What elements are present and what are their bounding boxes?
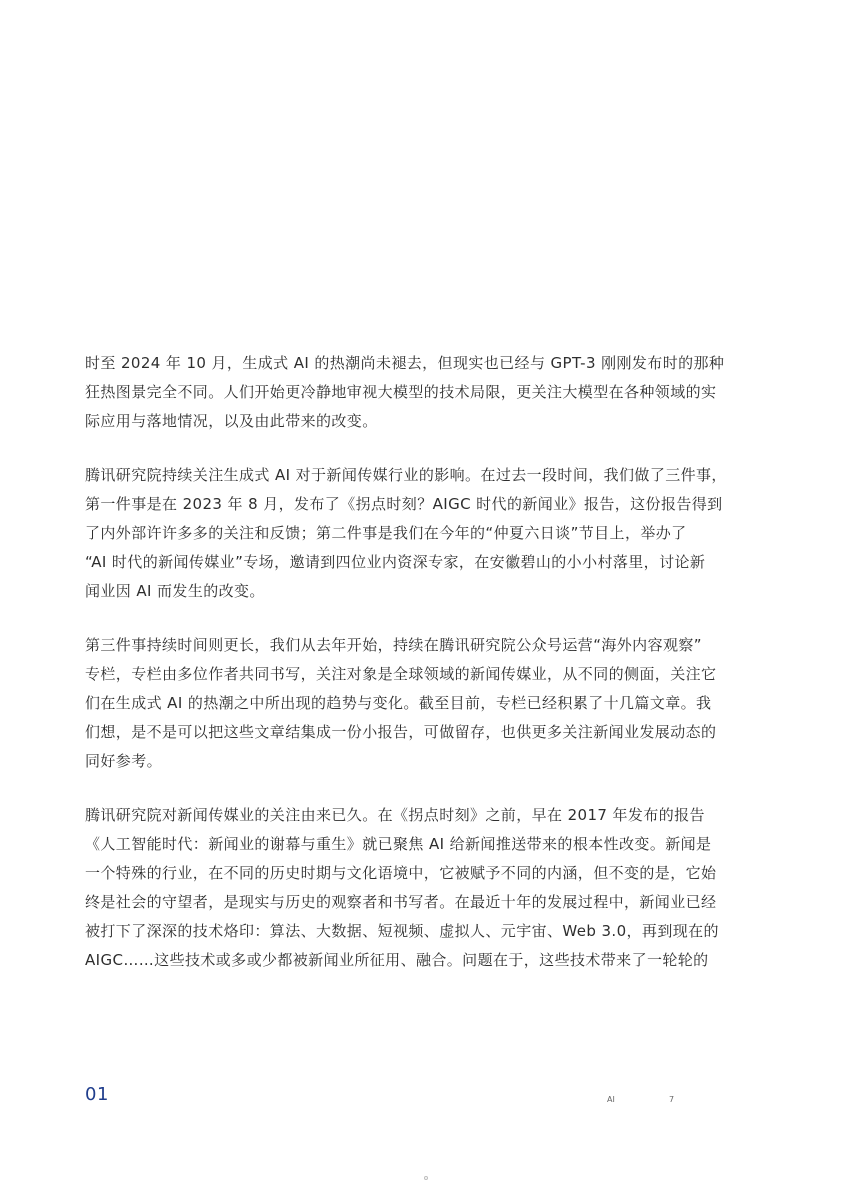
text-line: AIGC……这些技术或多或少都被新闻业所征用、融合。问题在于，这些技术带来了一轮轮的 <box>85 951 709 969</box>
text-line: 闻业因 AI 而发生的改变。 <box>85 582 265 600</box>
text-line: 腾讯研究院持续关注生成式 AI 对于新闻传媒行业的影响。在过去一段时间，我们做了三件事， <box>85 466 727 484</box>
page-number: 01 <box>85 1084 109 1105</box>
text-line: 时至 2024 年 10 月，生成式 AI 的热潮尚未褪去，但现实也已经与 GPT-3 刚刚发布时的那种 <box>85 354 725 372</box>
text-line: 第三件事持续时间则更长，我们从去年开始，持续在腾讯研究院公众号运营“海外内容观察” <box>85 636 702 654</box>
footer-number: 7 <box>669 1095 675 1104</box>
text-line: 《人工智能时代：新闻业的谢幕与重生》就已聚焦 AI 给新闻推送带来的根本性改变。新闻是 <box>85 835 712 853</box>
text-line: 被打下了深深的技术烙印：算法、大数据、短视频、虚拟人、元宇宙、Web 3.0，再到现在的 <box>85 922 719 940</box>
text-line: 一个特殊的行业，在不同的历史时期与文化语境中，它被赋予不同的内涵，但不变的是，它始 <box>85 864 717 882</box>
text-line: 第一件事是在 2023 年 8 月，发布了《拐点时刻？AIGC 时代的新闻业》报告，这份报告得到 <box>85 495 723 513</box>
text-line: 腾讯研究院对新闻传媒业的关注由来已久。在《拐点时刻》之前，早在 2017 年发布的报告 <box>85 806 705 824</box>
paragraph-3 <box>85 631 717 776</box>
paragraph-2 <box>85 461 727 606</box>
text-line: 了内外部许许多多的关注和反馈；第二件事是我们在今年的“仲夏六日谈”节目上，举办了 <box>85 524 687 542</box>
text-line: 同好参考。 <box>85 752 163 770</box>
text-line: “AI 时代的新闻传媒业”专场，邀请到四位业内资深专家，在安徽碧山的小小村落里，讨论新 <box>85 553 706 571</box>
paragraph-1 <box>85 349 725 436</box>
text-line: 终是社会的守望者，是现实与历史的观察者和书写者。在最近十年的发展过程中，新闻业已经 <box>85 893 717 911</box>
text-line: 狂热图景完全不同。人们开始更冷静地审视大模型的技术局限，更关注大模型在各种领域的实 <box>85 383 717 401</box>
paragraph-4 <box>85 801 719 975</box>
body-text <box>85 349 727 1000</box>
footer-dot <box>424 1176 428 1180</box>
text-line: 们想，是不是可以把这些文章结集成一份小报告，可做留存，也供更多关注新闻业发展动态的 <box>85 723 717 741</box>
footer-label: AI <box>607 1095 615 1104</box>
text-line: 专栏，专栏由多位作者共同书写，关注对象是全球领域的新闻传媒业，从不同的侧面，关注它 <box>85 665 717 683</box>
text-line: 际应用与落地情况，以及由此带来的改变。 <box>85 412 378 430</box>
text-line: 们在生成式 AI 的热潮之中所出现的趋势与变化。截至目前，专栏已经积累了十几篇文章。我 <box>85 694 712 712</box>
